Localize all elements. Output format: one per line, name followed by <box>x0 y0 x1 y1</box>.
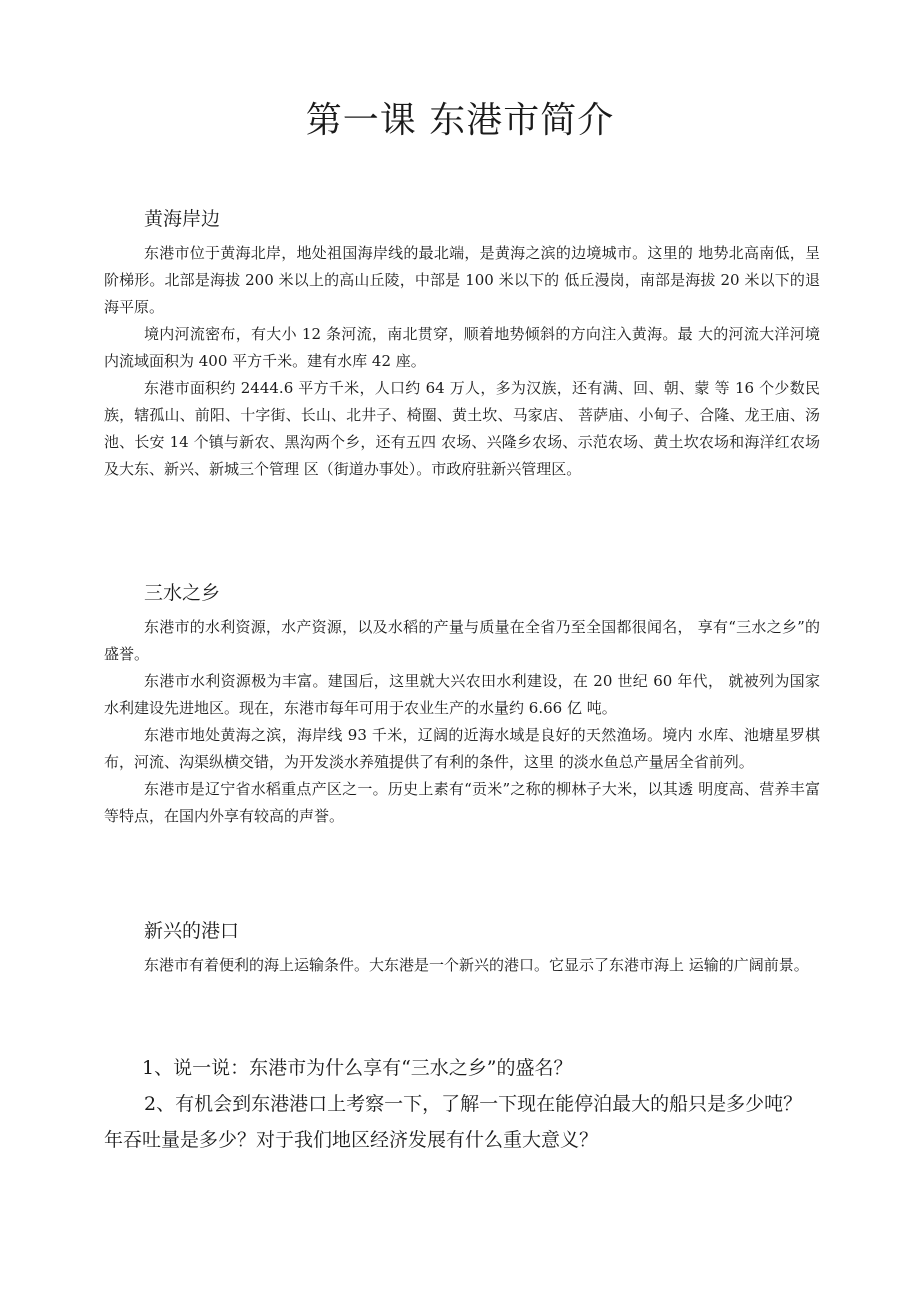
paragraph: 东港市地处黄海之滨，海岸线 93 千米，辽阔的近海水域是良好的天然渔场。境内 水库、池塘星罗棋布，河流、沟渠纵横交错，为开发淡水养殖提供了有利的条件，这里 的淡水鱼总产量居全省前列。 <box>104 726 820 771</box>
section-heading: 黄海岸边 <box>144 208 221 230</box>
questions <box>104 1050 820 1158</box>
question-2: 2、有机会到东港港口上考察一下，了解一下现在能停泊最大的船只是多少吨？年吞吐量是多少？对于我们地区经济发展有什么重大意义？ <box>104 1093 803 1151</box>
paragraph: 东港市位于黄海北岸，地处祖国海岸线的最北端，是黄海之滨的边境城市。这里的 地势北高南低，呈阶梯形。北部是海拔 200 米以上的高山丘陵，中部是 100 米以下的 低丘漫岗，南部是海拔 20 米以下的退海平原。 <box>104 244 820 316</box>
section-port <box>104 916 820 979</box>
paragraph: 境内河流密布，有大小 12 条河流，南北贯穿，顺着地势倾斜的方向注入黄海。最 大的河流大洋河境内流域面积为 400 平方千米。建有水库 42 座。 <box>104 325 820 370</box>
paragraph: 东港市是辽宁省水稻重点产区之一。历史上素有“贡米”之称的柳林子大米，以其透 明度高、营养丰富等特点，在国内外享有较高的声誉。 <box>104 780 820 825</box>
page-title: 第一课 东港市简介 <box>305 100 615 141</box>
paragraph: 东港市水利资源极为丰富。建国后，这里就大兴农田水利建设，在 20 世纪 60 年代， 就被列为国家水利建设先进地区。现在，东港市每年可用于农业生产的水量约 6.66 亿 吨。 <box>104 672 820 717</box>
question-1: 1、说一说：东港市为什么享有“三水之乡”的盛名？ <box>142 1057 573 1079</box>
section-three-waters <box>104 578 820 830</box>
section-heading: 三水之乡 <box>144 582 221 604</box>
paragraph: 东港市面积约 2444.6 平方千米，人口约 64 万人，多为汉族，还有满、回、朝、蒙 等 16 个少数民族，辖孤山、前阳、十字街、长山、北井子、椅圈、黄土坎、马家店、 菩萨庙、小甸子、合隆、龙王庙、汤池、长安 14 个镇与新农、黑沟两个乡，还有五四 农场、兴隆乡农场、示范农场、黄土坎农场和海洋红农场及大东、新兴、新城三个管理 区（街道办事处）。市政府驻新兴管理区。 <box>104 379 820 478</box>
section-heading: 新兴的港口 <box>144 920 240 942</box>
section-coast <box>104 204 820 483</box>
paragraph: 东港市的水利资源，水产资源，以及水稻的产量与质量在全省乃至全国都很闻名， 享有“三水之乡”的盛誉。 <box>104 618 820 663</box>
paragraph: 东港市有着便利的海上运输条件。大东港是一个新兴的港口。它显示了东港市海上 运输的广阔前景。 <box>144 956 809 974</box>
